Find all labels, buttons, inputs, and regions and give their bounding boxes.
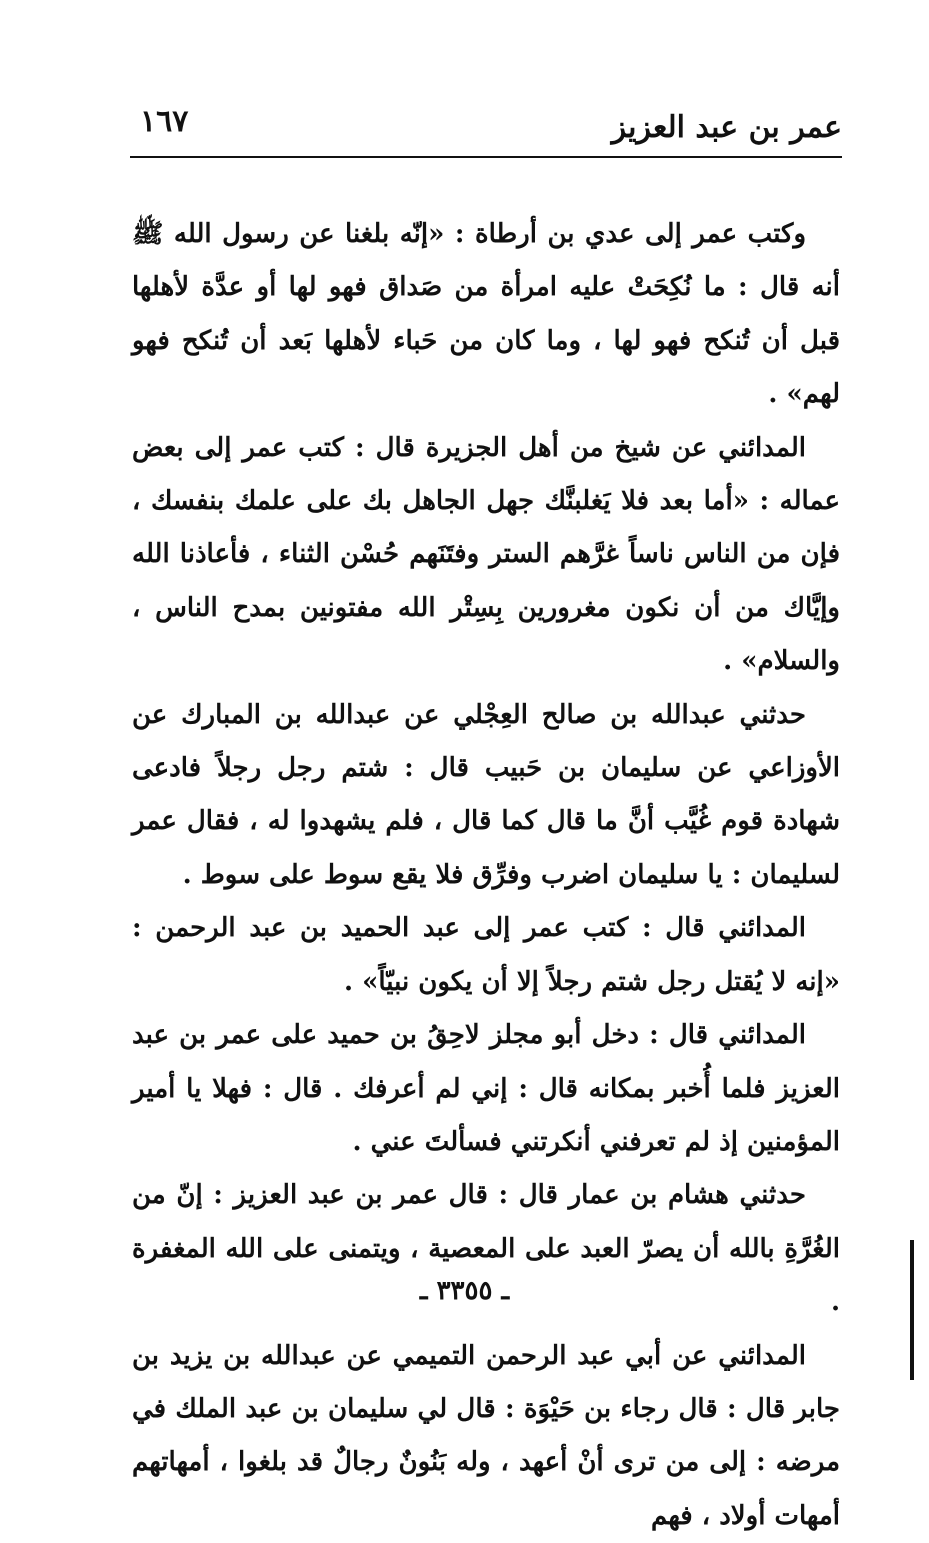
paragraph: وكتب عمر إلى عدي بن أرطاة : «إنّه بلغنا عن رسول الله ﷺ أنه قال : ما نُكِحَتْ عليه امرأة من صَداق فهو لها أو عدَّة لأهلها قبل أن تُنكح فهو لها ، وما كان من حَباء لأهلها بَعد أن تُنكح فهو لهم» . xyxy=(132,219,840,410)
running-title: عمر بن عبد العزيز xyxy=(611,110,842,145)
page-number: ١٦٧ xyxy=(140,104,189,139)
paragraph: حدثني عبدالله بن صالح العِجْلي عن عبدالله بن المبارك عن الأوزاعي عن سليمان بن حَبيب قال : شتم رجل رجلاً فادعى شهادة قوم غُيَّب أنَّ ما قال كما قال ، فلم يشهدوا له ، فقال عمر لسليمان : يا سليمان اضرب وفرِّق فلا يقع سوط على سوط . xyxy=(132,699,840,890)
paragraph: المدائني قال : كتب عمر إلى عبد الحميد بن عبد الرحمن : «إنه لا يُقتل رجل شتم رجلاً إلا أن يكون نبيّاً» . xyxy=(132,913,840,997)
paragraph: حدثني هشام بن عمار قال : قال عمر بن عبد العزيز : إنّ من الغُرَّةِ بالله أن يصرّ العبد على المعصية ، ويتمنى على الله المغفرة . xyxy=(132,1180,840,1318)
paragraph: المدائني عن أبي عبد الرحمن التميمي عن عبدالله بن يزيد بن جابر قال : قال رجاء بن حَيْوَة : قال لي سليمان بن عبد الملك في مرضه : إلى من ترى أنْ أعهد ، وله بَنُونٌ رجالٌ قد بلغوا ، أمهاتهم أمهات أولاد ، فهم xyxy=(132,1340,840,1531)
page-header xyxy=(130,100,842,158)
body-text xyxy=(132,208,840,1543)
page-footer xyxy=(0,1276,929,1306)
paragraph: المدائني قال : دخل أبو مجلز لاحِقُ بن حميد على عمر بن عبد العزيز فلما أُخبر بمكانه قال : إني لم أعرفك . قال : فهلا يا أمير المؤمنين إذ لم تعرفني أنكرتني فسألتَ عني . xyxy=(132,1020,840,1157)
paragraph: المدائني عن شيخ من أهل الجزيرة قال : كتب عمر إلى بعض عماله : «أما بعد فلا يَغلبنَّك جهل الجاهل بك على علمك بنفسك ، فإن من الناس ناساً غرَّهم الستر وفتَنَهم حُسْن الثناء ، فأعاذنا الله وإيَّاك من أن نكون مغرورين بِسِتْر الله مفتونين بمدح الناس ، والسلام» . xyxy=(132,432,840,677)
folio-number: ـ ٣٣٥٥ ـ xyxy=(419,1276,510,1306)
margin-rule xyxy=(910,1240,914,1380)
